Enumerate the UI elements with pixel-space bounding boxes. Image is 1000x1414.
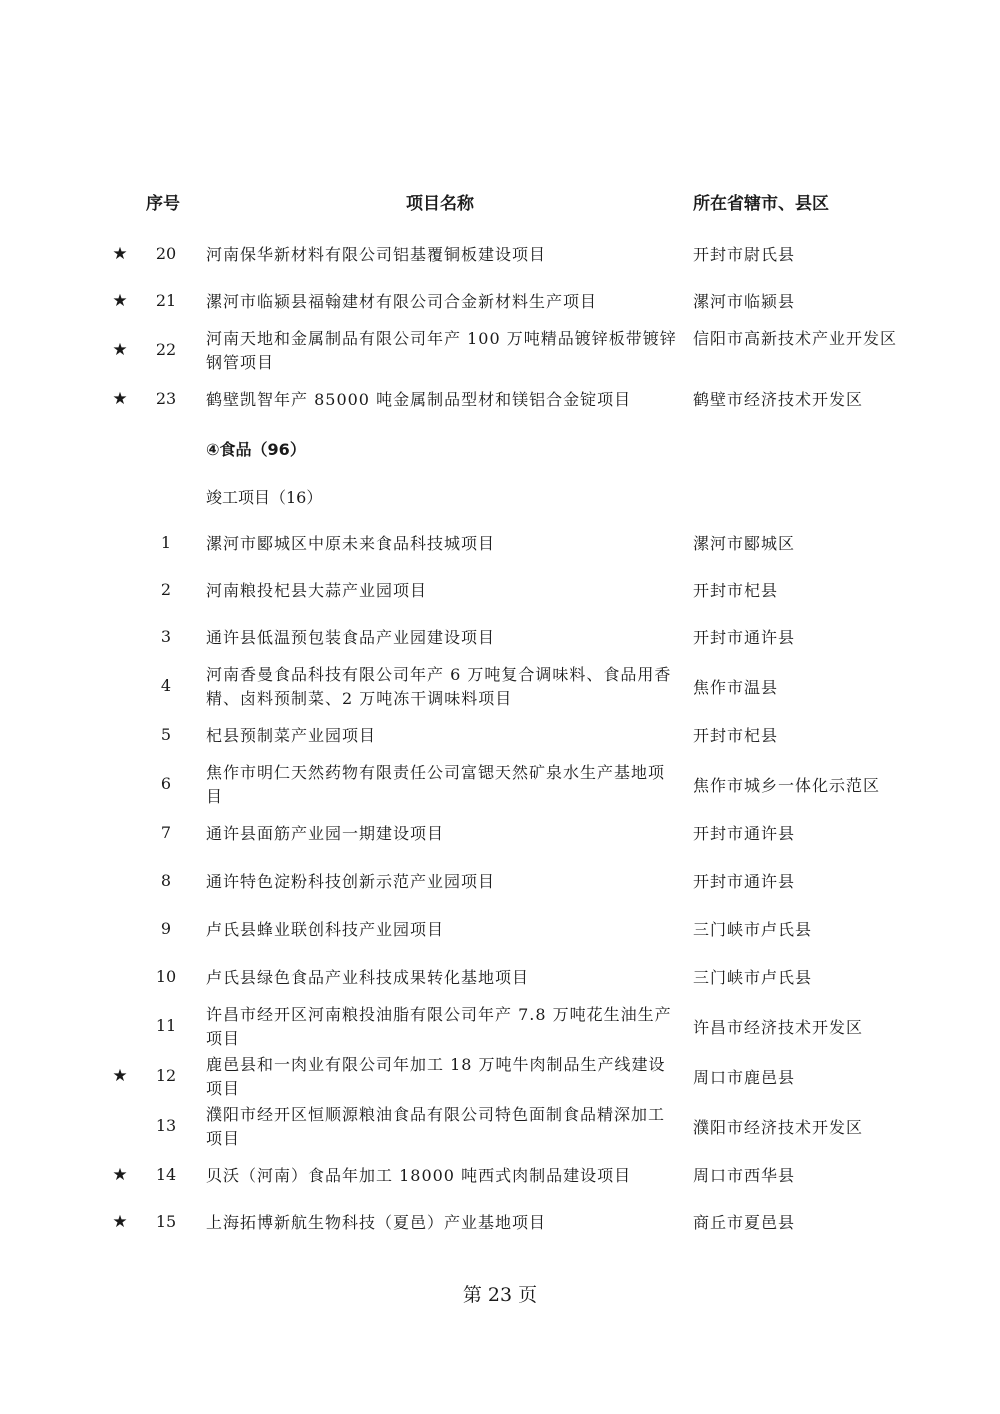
project-location: 三门峡市卢氏县 — [693, 920, 813, 939]
row-number: 10 — [155, 967, 177, 986]
project-location: 开封市尉氏县 — [693, 245, 796, 264]
project-name: 卢氏县蜂业联创科技产业园项目 — [206, 920, 445, 939]
table-row — [0, 290, 1000, 316]
project-name: 焦作市明仁天然药物有限责任公司富锶天然矿泉水生产基地项目 — [206, 763, 666, 806]
row-number: 8 — [160, 871, 172, 890]
table-row — [0, 388, 1000, 414]
project-location: 鹤壁市经济技术开发区 — [693, 390, 864, 409]
table-row — [0, 626, 1000, 652]
table-row — [0, 966, 1000, 992]
project-name: 河南香曼食品科技有限公司年产 6 万吨复合调味料、食品用香精、卤料预制菜、2 万吨冻干调味料项目 — [206, 665, 672, 708]
table-header — [0, 189, 1000, 215]
table-row — [0, 1164, 1000, 1190]
row-number: 20 — [155, 244, 177, 263]
project-location: 开封市通许县 — [693, 628, 796, 647]
project-location: 濮阳市经济技术开发区 — [693, 1118, 864, 1137]
header-project-name: 项目名称 — [406, 194, 474, 214]
project-location: 焦作市城乡一体化示范区 — [693, 776, 881, 795]
row-number: 3 — [160, 627, 172, 646]
project-location: 漯河市郾城区 — [693, 534, 796, 553]
table-row — [0, 1211, 1000, 1237]
subsection-title: 竣工项目（16） — [206, 488, 323, 507]
star-marker: ★ — [112, 291, 128, 311]
table-row — [0, 663, 1000, 713]
table-row — [0, 870, 1000, 896]
table-row — [0, 532, 1000, 558]
star-marker: ★ — [112, 1165, 128, 1185]
row-number: 1 — [160, 533, 172, 552]
row-number: 5 — [160, 725, 172, 744]
star-marker: ★ — [112, 389, 128, 409]
project-name: 濮阳市经开区恒顺源粮油食品有限公司特色面制食品精深加工项目 — [206, 1105, 666, 1148]
header-location: 所在省辖市、县区 — [693, 194, 829, 214]
star-marker: ★ — [112, 1066, 128, 1086]
project-location: 周口市西华县 — [693, 1166, 796, 1185]
project-location: 许昌市经济技术开发区 — [693, 1018, 864, 1037]
project-name: 漯河市临颍县福翰建材有限公司合金新材料生产项目 — [206, 292, 598, 311]
row-number: 23 — [155, 389, 177, 408]
project-name: 卢氏县绿色食品产业科技成果转化基地项目 — [206, 968, 530, 987]
project-location: 三门峡市卢氏县 — [693, 968, 813, 987]
project-location: 开封市通许县 — [693, 824, 796, 843]
project-location: 商丘市夏邑县 — [693, 1213, 796, 1232]
section-title: ④食品（96） — [206, 440, 306, 459]
table-row — [0, 243, 1000, 269]
table-row — [0, 918, 1000, 944]
page-number: 第 23 页 — [462, 1284, 538, 1306]
row-number: 2 — [160, 580, 172, 599]
row-number: 4 — [160, 676, 172, 695]
table-row — [0, 1053, 1000, 1103]
header-serial-number: 序号 — [146, 194, 180, 214]
project-name: 上海拓博新航生物科技（夏邑）产业基地项目 — [206, 1213, 547, 1232]
project-name: 鹤壁凯智年产 85000 吨金属制品型材和镁铝合金锭项目 — [206, 390, 632, 409]
row-number: 12 — [155, 1066, 177, 1085]
row-number: 15 — [155, 1212, 177, 1231]
project-location: 周口市鹿邑县 — [693, 1068, 796, 1087]
table-row — [0, 822, 1000, 848]
table-row — [0, 761, 1000, 811]
project-location: 开封市杞县 — [693, 581, 779, 600]
project-name: 通许县低温预包装食品产业园建设项目 — [206, 628, 496, 647]
table-row — [0, 327, 1000, 377]
star-marker: ★ — [112, 340, 128, 360]
table-row — [0, 1003, 1000, 1053]
project-name: 河南粮投杞县大蒜产业园项目 — [206, 581, 428, 600]
row-number: 14 — [155, 1165, 177, 1184]
project-location: 漯河市临颍县 — [693, 292, 796, 311]
row-number: 6 — [160, 774, 172, 793]
project-name: 鹿邑县和一肉业有限公司年加工 18 万吨牛肉制品生产线建设项目 — [206, 1055, 666, 1098]
star-marker: ★ — [112, 244, 128, 264]
row-number: 21 — [155, 291, 177, 310]
row-number: 7 — [160, 823, 172, 842]
project-location: 开封市通许县 — [693, 872, 796, 891]
table-row — [0, 724, 1000, 750]
project-name: 通许特色淀粉科技创新示范产业园项目 — [206, 872, 496, 891]
table-row — [0, 579, 1000, 605]
star-marker: ★ — [112, 1212, 128, 1232]
project-name: 贝沃（河南）食品年加工 18000 吨西式肉制品建设项目 — [206, 1166, 632, 1185]
row-number: 11 — [155, 1016, 177, 1035]
row-number: 13 — [155, 1116, 177, 1135]
project-name: 许昌市经开区河南粮投油脂有限公司年产 7.8 万吨花生油生产项目 — [206, 1005, 672, 1048]
table-row — [0, 1103, 1000, 1153]
row-number: 9 — [160, 919, 172, 938]
row-number: 22 — [155, 340, 177, 359]
project-name: 河南天地和金属制品有限公司年产 100 万吨精品镀锌板带镀锌钢管项目 — [206, 329, 677, 372]
project-name: 河南保华新材料有限公司铝基覆铜板建设项目 — [206, 245, 547, 264]
project-name: 通许县面筋产业园一期建设项目 — [206, 824, 445, 843]
project-name: 漯河市郾城区中原未来食品科技城项目 — [206, 534, 496, 553]
project-location: 开封市杞县 — [693, 726, 779, 745]
project-name: 杞县预制菜产业园项目 — [206, 726, 377, 745]
project-location: 信阳市高新技术产业开发区 — [693, 329, 898, 348]
project-location: 焦作市温县 — [693, 678, 779, 697]
